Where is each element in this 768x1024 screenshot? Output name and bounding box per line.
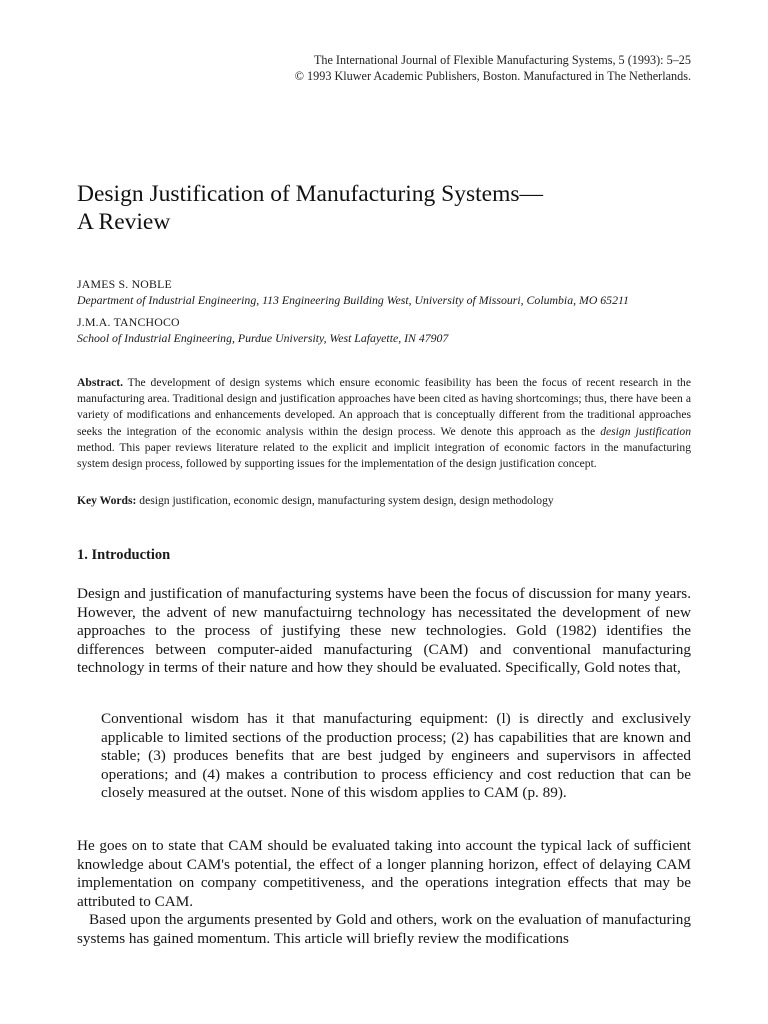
abstract-emphasis: design justification [600, 424, 691, 438]
intro-paragraph-3: Based upon the arguments presented by Gold and others, work on the evaluation of manufacturing systems has gained momentum. This article will briefly review the modifications [77, 911, 691, 947]
author-affiliation: Department of Industrial Engineering, 113 Engineering Building West, University of Missouri, Columbia, MO 65211 [77, 293, 629, 307]
keywords-label: Key Words: [77, 494, 137, 507]
author-name: JAMES S. NOBLE [77, 277, 172, 291]
abstract-text-part-2: method. This paper reviews literature related to the explicit and implicit integration of economic factors in the manufacturing system design process, followed by supporting issues for the implementation of the design justification concept. [77, 440, 691, 471]
intro-paragraph-1: Design and justification of manufacturing systems have been the focus of discussion for many years. However, the advent of new manufactuirng technology has necessitated the development of new approaches to the process of justifying these new technologies. Gold (1982) identifies the differences between computer-aided manufacturing (CAM) and conventional manufacturing technology in terms of their nature and how they should be evaluated. Specifically, Gold notes that, [77, 585, 691, 677]
author-2 [77, 314, 448, 346]
author-name: J.M.A. TANCHOCO [77, 315, 180, 329]
journal-citation: The International Journal of Flexible Manufacturing Systems, 5 (1993): 5–25 [313, 53, 691, 67]
keywords [77, 493, 691, 509]
abstract-label: Abstract. [77, 376, 124, 389]
paper-title [77, 180, 543, 236]
block-quote: Conventional wisdom has it that manufacturing equipment: (l) is directly and exclusively applicable to limited sections of the production process; (2) has capabilities that are known and stable; (3) produces benefits that are best judged by engineers and supervisors in affected operations; and (4) makes a contribution to process efficiency and cost reduction that can be closely measured at the outset. None of this wisdom applies to CAM (p. 89). [101, 710, 691, 802]
author-1 [77, 276, 629, 308]
title-line-1: Design Justification of Manufacturing Systems— [77, 181, 544, 207]
abstract [77, 375, 691, 472]
author-affiliation: School of Industrial Engineering, Purdue University, West Lafayette, IN 47907 [77, 331, 449, 345]
publisher-line: © 1993 Kluwer Academic Publishers, Boston. Manufactured in The Netherlands. [294, 69, 691, 83]
journal-header [295, 52, 691, 84]
abstract-text-part-1: The development of design systems which ensure economic feasibility has been the focus of recent research in the manufacturing area. Traditional design and justification approaches have been cited as having shortcomings; thus, there have been a variety of modifications and enhancements developed. An approach that is conceptually different from the traditional approaches seeks the integration of the economic analysis within the design process. We denote this approach as the [77, 376, 691, 438]
section-heading: 1. Introduction [77, 547, 171, 563]
paper-page [77, 0, 691, 1024]
keywords-text: design justification, economic design, manufacturing system design, design methodology [136, 494, 554, 507]
intro-paragraph-2: He goes on to state that CAM should be evaluated taking into account the typical lack of sufficient knowledge about CAM's potential, the effect of a longer planning horizon, effect of delaying CAM implementation on company competitiveness, and the operations integration effects that may be attributed to CAM. [77, 837, 691, 910]
title-line-2: A Review [77, 209, 171, 235]
